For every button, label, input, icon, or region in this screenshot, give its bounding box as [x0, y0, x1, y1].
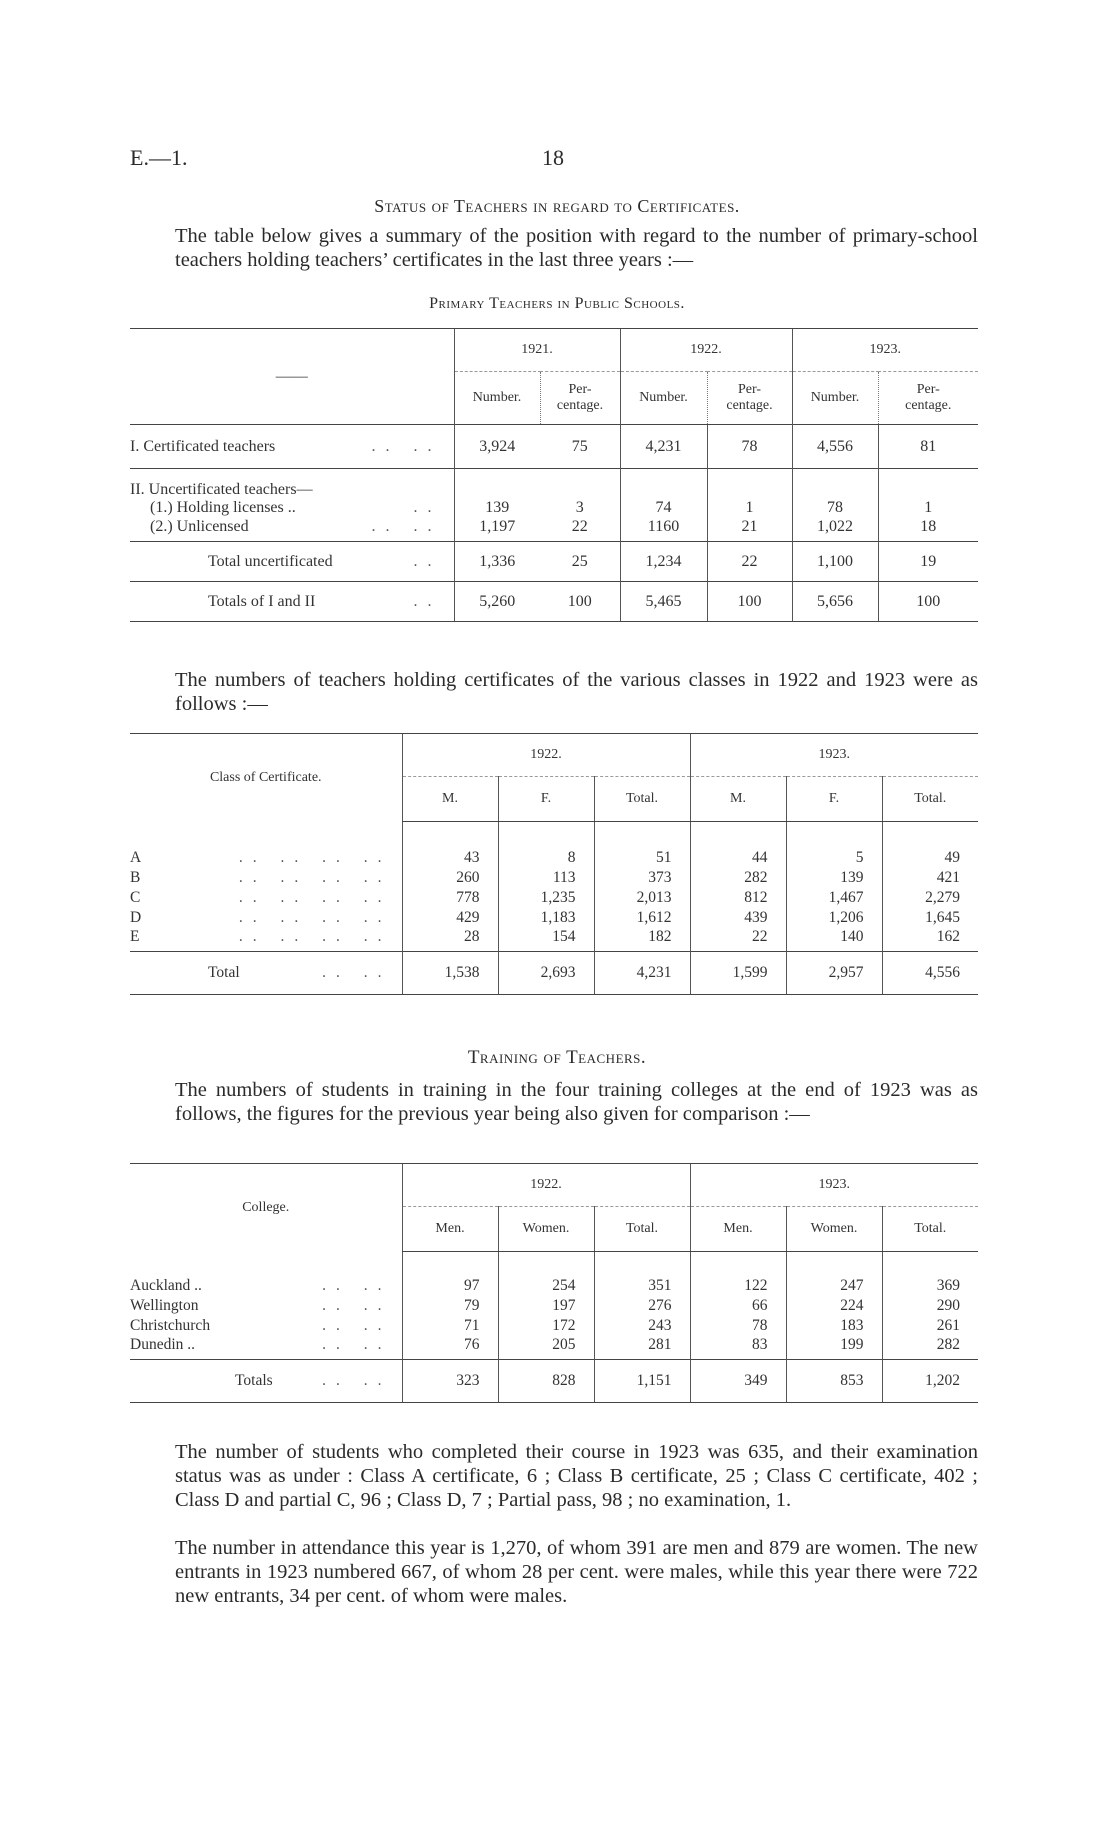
cell: 1,151	[594, 1360, 690, 1403]
training-colleges-table	[130, 1163, 978, 1403]
cell: 199	[786, 1336, 882, 1360]
table-row	[130, 469, 978, 499]
cell: 1,612	[594, 908, 690, 928]
row-label-text: Totals of I and II	[208, 592, 316, 610]
cell: 2,693	[498, 952, 594, 995]
row-label-text: Total	[208, 964, 240, 981]
cell: 100	[878, 582, 978, 622]
table-row-total	[130, 952, 978, 995]
table-row-total	[130, 1360, 978, 1403]
cell: 1,183	[498, 908, 594, 928]
cell: 4,556	[792, 425, 878, 469]
row-label-text: B	[130, 868, 141, 886]
row-label	[130, 868, 402, 888]
cell: 373	[594, 868, 690, 888]
cell: 100	[540, 582, 620, 622]
cell: 154	[498, 928, 594, 952]
cell: 1	[878, 499, 978, 518]
cell: 1,538	[402, 952, 498, 995]
cell: 1,235	[498, 888, 594, 908]
leader-dots: .. .. .. ..	[238, 868, 392, 886]
table-row	[130, 542, 978, 582]
cell: 183	[786, 1316, 882, 1336]
class-of-certificate-header: Class of Certificate.	[130, 734, 402, 822]
cell: 172	[498, 1316, 594, 1336]
table2-col-m: M.	[690, 777, 786, 822]
row-label	[130, 888, 402, 908]
table1-col-percentage: Per- centage.	[540, 372, 620, 425]
cell: 74	[620, 499, 707, 518]
cell: 43	[402, 848, 498, 868]
table1-col-percentage: Per- centage.	[878, 372, 978, 425]
cell: 21	[707, 518, 792, 542]
cell: 1,100	[792, 542, 878, 582]
cell: 290	[882, 1296, 978, 1316]
cell: 44	[690, 848, 786, 868]
cell: 78	[707, 425, 792, 469]
table-row	[130, 518, 978, 542]
row-label	[130, 848, 402, 868]
row-label-text: I. Certificated teachers	[130, 437, 276, 455]
cell: 51	[594, 848, 690, 868]
cell: 1,336	[454, 542, 540, 582]
row-label-text: D	[130, 908, 142, 926]
cell: 2,957	[786, 952, 882, 995]
cell: 71	[402, 1316, 498, 1336]
cell: 351	[594, 1276, 690, 1296]
cell: 349	[690, 1360, 786, 1403]
cell: 4,556	[882, 952, 978, 995]
cell: 81	[878, 425, 978, 469]
cell: 1,234	[620, 542, 707, 582]
row-label-text: Total uncertificated	[208, 552, 333, 570]
cell: 18	[878, 518, 978, 542]
row-label	[130, 425, 454, 469]
leader-dots: .. ..	[322, 964, 392, 981]
cell: 5,260	[454, 582, 540, 622]
section-title-status: Status of Teachers in regard to Certificates.	[374, 196, 740, 216]
cell: 778	[402, 888, 498, 908]
cell: 5,465	[620, 582, 707, 622]
table2-col-m: M.	[402, 777, 498, 822]
cell: 1,022	[792, 518, 878, 542]
cell: 429	[402, 908, 498, 928]
leader-dots: .. ..	[322, 1316, 392, 1334]
page-number: 18	[542, 145, 564, 170]
row-label	[130, 1316, 402, 1336]
certificate-class-table	[130, 733, 978, 995]
cell: 1,202	[882, 1360, 978, 1403]
leader-dots: .. ..	[371, 517, 442, 535]
table3-col-men: Men.	[402, 1207, 498, 1252]
cell: 113	[498, 868, 594, 888]
cell: 5	[786, 848, 882, 868]
table-row	[130, 908, 978, 928]
table2-year-1922: 1922.	[402, 734, 690, 777]
cell: 66	[690, 1296, 786, 1316]
cell: 247	[786, 1276, 882, 1296]
table1-col-number: Number.	[454, 372, 540, 425]
cell: 1,599	[690, 952, 786, 995]
cell: 4,231	[620, 425, 707, 469]
cell: 243	[594, 1316, 690, 1336]
college-header: College.	[130, 1164, 402, 1252]
row-label-text: Wellington	[130, 1296, 199, 1314]
row-label	[130, 1296, 402, 1316]
leader-dots: .. ..	[322, 1276, 392, 1294]
cell: 122	[690, 1276, 786, 1296]
row-label	[130, 1360, 402, 1403]
cell: 182	[594, 928, 690, 952]
table-row	[130, 868, 978, 888]
table1-col-number: Number.	[792, 372, 878, 425]
paragraph-2-text: The numbers of teachers holding certificates of the various classes in 1922 and 1923 were as follows :—	[175, 669, 978, 715]
row-label-text: Totals	[235, 1372, 273, 1389]
row-label	[130, 1276, 402, 1296]
table-row	[130, 888, 978, 908]
leader-dots: .. ..	[322, 1372, 392, 1389]
cell: 3,924	[454, 425, 540, 469]
row-label	[130, 542, 454, 582]
leader-dots: .. .. .. ..	[238, 848, 392, 866]
cell: 1,197	[454, 518, 540, 542]
cell: 22	[571, 517, 588, 535]
paragraph-5	[130, 1536, 978, 1608]
table3-year-1923: 1923.	[690, 1164, 978, 1207]
cell: 1,467	[786, 888, 882, 908]
table2-col-total: Total.	[594, 777, 690, 822]
cell: 323	[402, 1360, 498, 1403]
row-label-text: Auckland ..	[130, 1276, 202, 1294]
row-label-text: (2.) Unlicensed	[150, 517, 249, 535]
table3-col-total: Total.	[882, 1207, 978, 1252]
cell: 254	[498, 1276, 594, 1296]
table-row	[130, 848, 978, 868]
row-label-text: Christchurch	[130, 1316, 211, 1334]
cell: 100	[707, 582, 792, 622]
cell: 97	[402, 1276, 498, 1296]
section-title-training: Training of Teachers.	[467, 1047, 647, 1068]
table1-blank-header: ——	[130, 329, 454, 425]
leader-dots: .. .. .. ..	[238, 908, 392, 926]
row-label	[130, 499, 454, 518]
table-row	[130, 425, 978, 469]
table3-col-total: Total.	[594, 1207, 690, 1252]
leader-dots: ..	[413, 592, 442, 610]
leader-dots: ..	[413, 499, 442, 516]
table-row	[130, 928, 978, 952]
cell: 1,645	[882, 908, 978, 928]
table-row	[130, 1316, 978, 1336]
table1-year-1923: 1923.	[792, 329, 978, 372]
row-label-text: C	[130, 888, 141, 906]
cell: 78	[792, 499, 878, 518]
leader-dots: .. ..	[322, 1296, 392, 1314]
table-row	[130, 1336, 978, 1360]
cell: 5,656	[792, 582, 878, 622]
table2-year-1923: 1923.	[690, 734, 978, 777]
cell: 224	[786, 1296, 882, 1316]
table-row	[130, 1276, 978, 1296]
cell: 421	[882, 868, 978, 888]
document-code: E.—1.	[130, 145, 188, 170]
cell: 78	[690, 1316, 786, 1336]
cell: 83	[690, 1336, 786, 1360]
row-label-text: Dunedin ..	[130, 1335, 196, 1353]
row-label	[130, 928, 402, 952]
cell: 79	[402, 1296, 498, 1316]
row-label: II. Uncertificated teachers—	[130, 469, 454, 499]
cell: 2,279	[882, 888, 978, 908]
row-label-text: (1.) Holding licenses ..	[150, 499, 296, 516]
table1-col-percentage: Per- centage.	[707, 372, 792, 425]
cell: 205	[498, 1336, 594, 1360]
leader-dots: .. ..	[371, 437, 442, 455]
cell: 75	[540, 425, 620, 469]
paragraph-4-text: The number of students who completed their course in 1923 was 635, and their examination status was as under : Class A certificate, 6 ; Class B certificate, 25 ; Class C certificate, 402 ; Class D and partial C, 96 ; Class D, 7 ; Partial pass, 98 ; no examination, 1.	[175, 1441, 978, 1511]
cell: 812	[690, 888, 786, 908]
cell: 1160	[620, 518, 707, 542]
cell: 28	[402, 928, 498, 952]
row-label-text: E	[130, 927, 140, 945]
table1-year-1921: 1921.	[454, 329, 620, 372]
intro-text-2: The numbers of students in training in the four training colleges at the end of 1923 was as follows, the figures for the previous year being also given for comparison :—	[175, 1079, 978, 1125]
cell: 49	[882, 848, 978, 868]
intro-text-1: The table below gives a summary of the position with regard to the number of primary-school teachers holding teachers’ certificates in the last three years :—	[175, 225, 978, 271]
cell: 1,206	[786, 908, 882, 928]
leader-dots: ..	[413, 552, 442, 570]
cell: 140	[786, 928, 882, 952]
row-label-text: A	[130, 848, 142, 866]
table1-col-number: Number.	[620, 372, 707, 425]
intro-paragraph-2	[130, 1078, 978, 1126]
table2-col-total: Total.	[882, 777, 978, 822]
table-row	[130, 499, 978, 518]
table1-year-1922: 1922.	[620, 329, 792, 372]
table3-col-men: Men.	[690, 1207, 786, 1252]
table3-year-1922: 1922.	[402, 1164, 690, 1207]
cell: 76	[402, 1336, 498, 1360]
row-label	[130, 952, 402, 995]
cell: 4,231	[594, 952, 690, 995]
cell: 139	[454, 499, 540, 518]
cell: 2,013	[594, 888, 690, 908]
cell: 8	[498, 848, 594, 868]
cell: 25	[540, 542, 620, 582]
cell: 22	[690, 928, 786, 952]
cell: 281	[594, 1336, 690, 1360]
cell: 853	[786, 1360, 882, 1403]
row-label	[130, 908, 402, 928]
leader-dots: .. ..	[322, 1335, 392, 1353]
table2-col-f: F.	[498, 777, 594, 822]
row-label	[130, 518, 454, 542]
cell: 261	[882, 1316, 978, 1336]
cell: 260	[402, 868, 498, 888]
leader-dots: .. .. .. ..	[238, 927, 392, 945]
cell: 276	[594, 1296, 690, 1316]
cell: 139	[786, 868, 882, 888]
row-label	[130, 582, 454, 622]
cell: 282	[690, 868, 786, 888]
cell: 282	[882, 1336, 978, 1360]
intro-paragraph-1	[130, 224, 978, 272]
cell: 3	[575, 499, 584, 516]
cell: 1	[707, 499, 792, 518]
cell: 828	[498, 1360, 594, 1403]
paragraph-4	[130, 1440, 978, 1512]
table-row	[130, 582, 978, 622]
table2-col-f: F.	[786, 777, 882, 822]
paragraph-2	[130, 668, 978, 716]
table3-col-women: Women.	[786, 1207, 882, 1252]
table1-title: Primary Teachers in Public Schools.	[429, 295, 685, 312]
row-label	[130, 1336, 402, 1360]
cell: 197	[498, 1296, 594, 1316]
table3-col-women: Women.	[498, 1207, 594, 1252]
cell: 162	[882, 928, 978, 952]
primary-teachers-table	[130, 328, 978, 622]
cell: 22	[707, 542, 792, 582]
cell: 19	[878, 542, 978, 582]
leader-dots: .. .. .. ..	[238, 888, 392, 906]
paragraph-5-text: The number in attendance this year is 1,270, of whom 391 are men and 879 are women. The new entrants in 1923 numbered 667, of whom 28 per cent. were males, while this year there were 722 new entrants, 34 per cent. of whom were males.	[175, 1537, 978, 1607]
table-row	[130, 1296, 978, 1316]
cell: 439	[690, 908, 786, 928]
cell: 369	[882, 1276, 978, 1296]
